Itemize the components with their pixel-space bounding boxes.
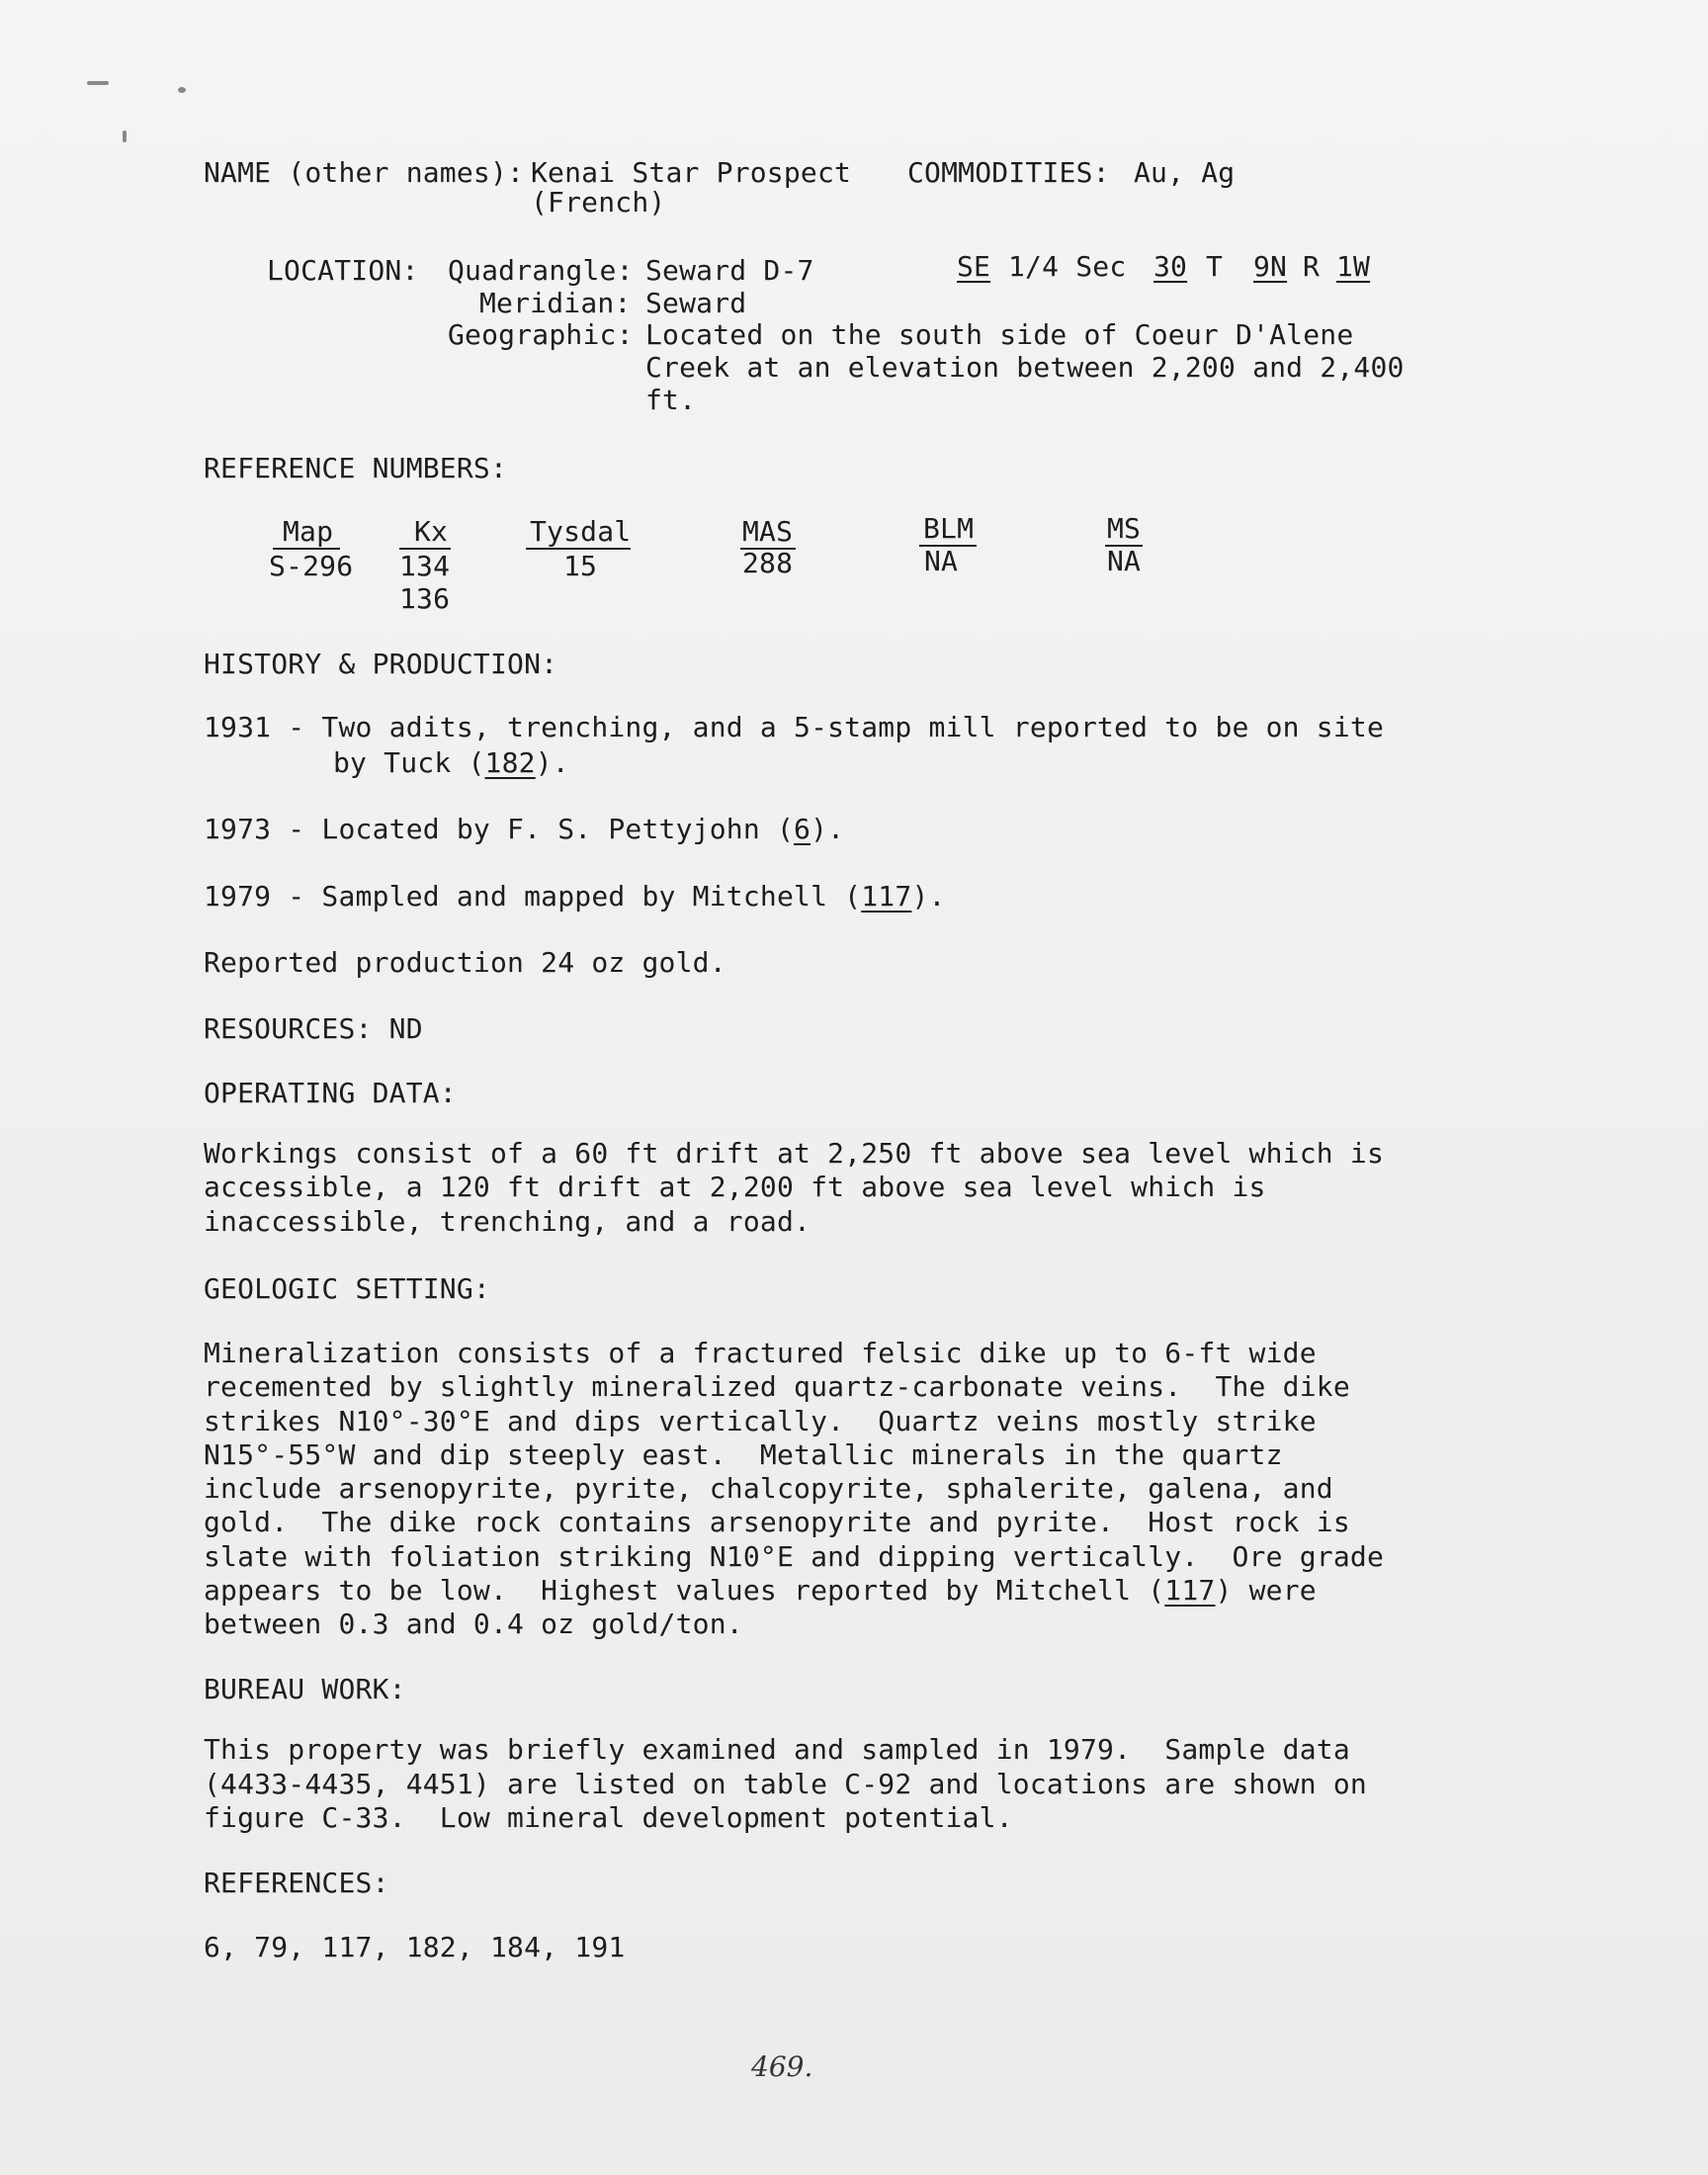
geologic-heading: GEOLOGIC SETTING: [204, 1272, 490, 1305]
location-label: LOCATION: [267, 254, 419, 287]
ref-value-ms: NA [1107, 545, 1142, 577]
quarter-value: SE [957, 250, 991, 283]
quarter-suffix: 1/4 Sec [1008, 250, 1127, 283]
commodities-label: COMMODITIES: [907, 156, 1110, 189]
ref-col-header-tysdal: Tysdal [530, 515, 632, 548]
page-number: 469. [751, 2050, 813, 2083]
ref-value-mas: 288 [742, 547, 794, 579]
geologic-line: slate with foliation striking N10°E and dipping vertically. Ore grade [204, 1540, 1385, 1573]
history-text: by Tuck ( [333, 746, 485, 779]
quadrangle-label: Quadrangle: [448, 254, 634, 287]
geologic-line: between 0.3 and 0.4 oz gold/ton. [204, 1608, 743, 1640]
reference-link: 117 [861, 880, 912, 913]
history-text: ). [811, 813, 845, 845]
geologic-line: include arsenopyrite, pyrite, chalcopyrite, sphalerite, galena, and [204, 1472, 1333, 1505]
geologic-line: recemented by slightly mineralized quartz-carbonate veins. The dike [204, 1370, 1350, 1403]
ref-value-map: S-296 [269, 550, 354, 582]
geologic-line: gold. The dike rock contains arsenopyrite and pyrite. Host rock is [204, 1506, 1350, 1538]
reference-link: 182 [484, 746, 536, 779]
production-text: Reported production 24 oz gold. [204, 946, 726, 979]
scan-mark [123, 130, 127, 142]
history-entry-1973 [204, 813, 844, 846]
ref-value-kx: 134 [399, 550, 451, 582]
ref-value-kx: 136 [399, 582, 451, 615]
bureau-heading: BUREAU WORK: [204, 1673, 406, 1705]
operating-line: Workings consist of a 60 ft drift at 2,250 ft above sea level which is [204, 1137, 1385, 1170]
geographic-line: Creek at an elevation between 2,200 and 2,400 [645, 351, 1405, 384]
ref-col-header-blm: BLM [923, 512, 975, 545]
history-text: ). [911, 880, 946, 913]
bureau-line: This property was briefly examined and sampled in 1979. Sample data [204, 1733, 1350, 1766]
history-text: 1973 - Located by F. S. Pettyjohn ( [204, 813, 795, 845]
reference-numbers-heading: REFERENCE NUMBERS: [204, 452, 508, 484]
bureau-line: (4433-4435, 4451) are listed on table C-92 and locations are shown on [204, 1768, 1367, 1800]
section-value: 30 [1153, 250, 1188, 283]
reference-link: 6 [794, 813, 811, 845]
history-text: ). [535, 746, 569, 779]
history-entry-1979 [204, 880, 946, 914]
history-entry-1931-cont [333, 746, 569, 780]
geologic-text: ) were [1215, 1574, 1317, 1607]
range-label: R [1303, 250, 1321, 283]
ref-col-header-kx: Kx [414, 515, 449, 548]
township-label: T [1206, 250, 1224, 283]
commodities-value: Au, Ag [1134, 156, 1236, 189]
meridian-label: Meridian: [479, 287, 632, 319]
geographic-line: ft. [645, 384, 697, 416]
operating-line: inaccessible, trenching, and a road. [204, 1205, 811, 1238]
references-list: 6, 79, 117, 182, 184, 191 [204, 1931, 626, 1963]
geographic-line: Located on the south side of Coeur D'Alene [645, 318, 1354, 351]
meridian-value: Seward [645, 287, 747, 319]
name-value: Kenai Star Prospect [531, 156, 852, 189]
geologic-line: N15°-55°W and dip steeply east. Metallic minerals in the quartz [204, 1438, 1283, 1471]
ref-col-header-ms: MS [1107, 512, 1142, 545]
ref-value-blm: NA [924, 545, 959, 577]
bureau-line: figure C-33. Low mineral development potential. [204, 1801, 1013, 1834]
references-heading: REFERENCES: [204, 1867, 389, 1899]
operating-heading: OPERATING DATA: [204, 1077, 457, 1109]
reference-link: 117 [1164, 1574, 1216, 1607]
operating-line: accessible, a 120 ft drift at 2,200 ft above sea level which is [204, 1171, 1266, 1203]
geologic-text: appears to be low. Highest values reported by Mitchell ( [204, 1574, 1165, 1607]
geographic-label: Geographic: [448, 318, 634, 351]
history-heading: HISTORY & PRODUCTION: [204, 648, 558, 680]
geologic-line [204, 1574, 1317, 1608]
ref-col-header-map: Map [283, 515, 334, 548]
geologic-line: strikes N10°-30°E and dips vertically. Quartz veins mostly strike [204, 1405, 1317, 1437]
scan-mark [178, 87, 186, 93]
range-value: 1W [1336, 250, 1371, 283]
history-text: 1979 - Sampled and mapped by Mitchell ( [204, 880, 862, 913]
scan-mark [87, 81, 109, 85]
history-entry-1931: 1931 - Two adits, trenching, and a 5-stamp mill reported to be on site [204, 711, 1385, 743]
ref-col-header-mas: MAS [742, 515, 794, 548]
geologic-line: Mineralization consists of a fractured felsic dike up to 6-ft wide [204, 1337, 1317, 1369]
other-name: (French) [531, 186, 666, 218]
township-value: 9N [1253, 250, 1288, 283]
ref-value-tysdal: 15 [563, 550, 598, 582]
quadrangle-value: Seward D-7 [645, 254, 814, 287]
resources-text: RESOURCES: ND [204, 1012, 423, 1045]
name-label: NAME (other names): [204, 156, 525, 189]
